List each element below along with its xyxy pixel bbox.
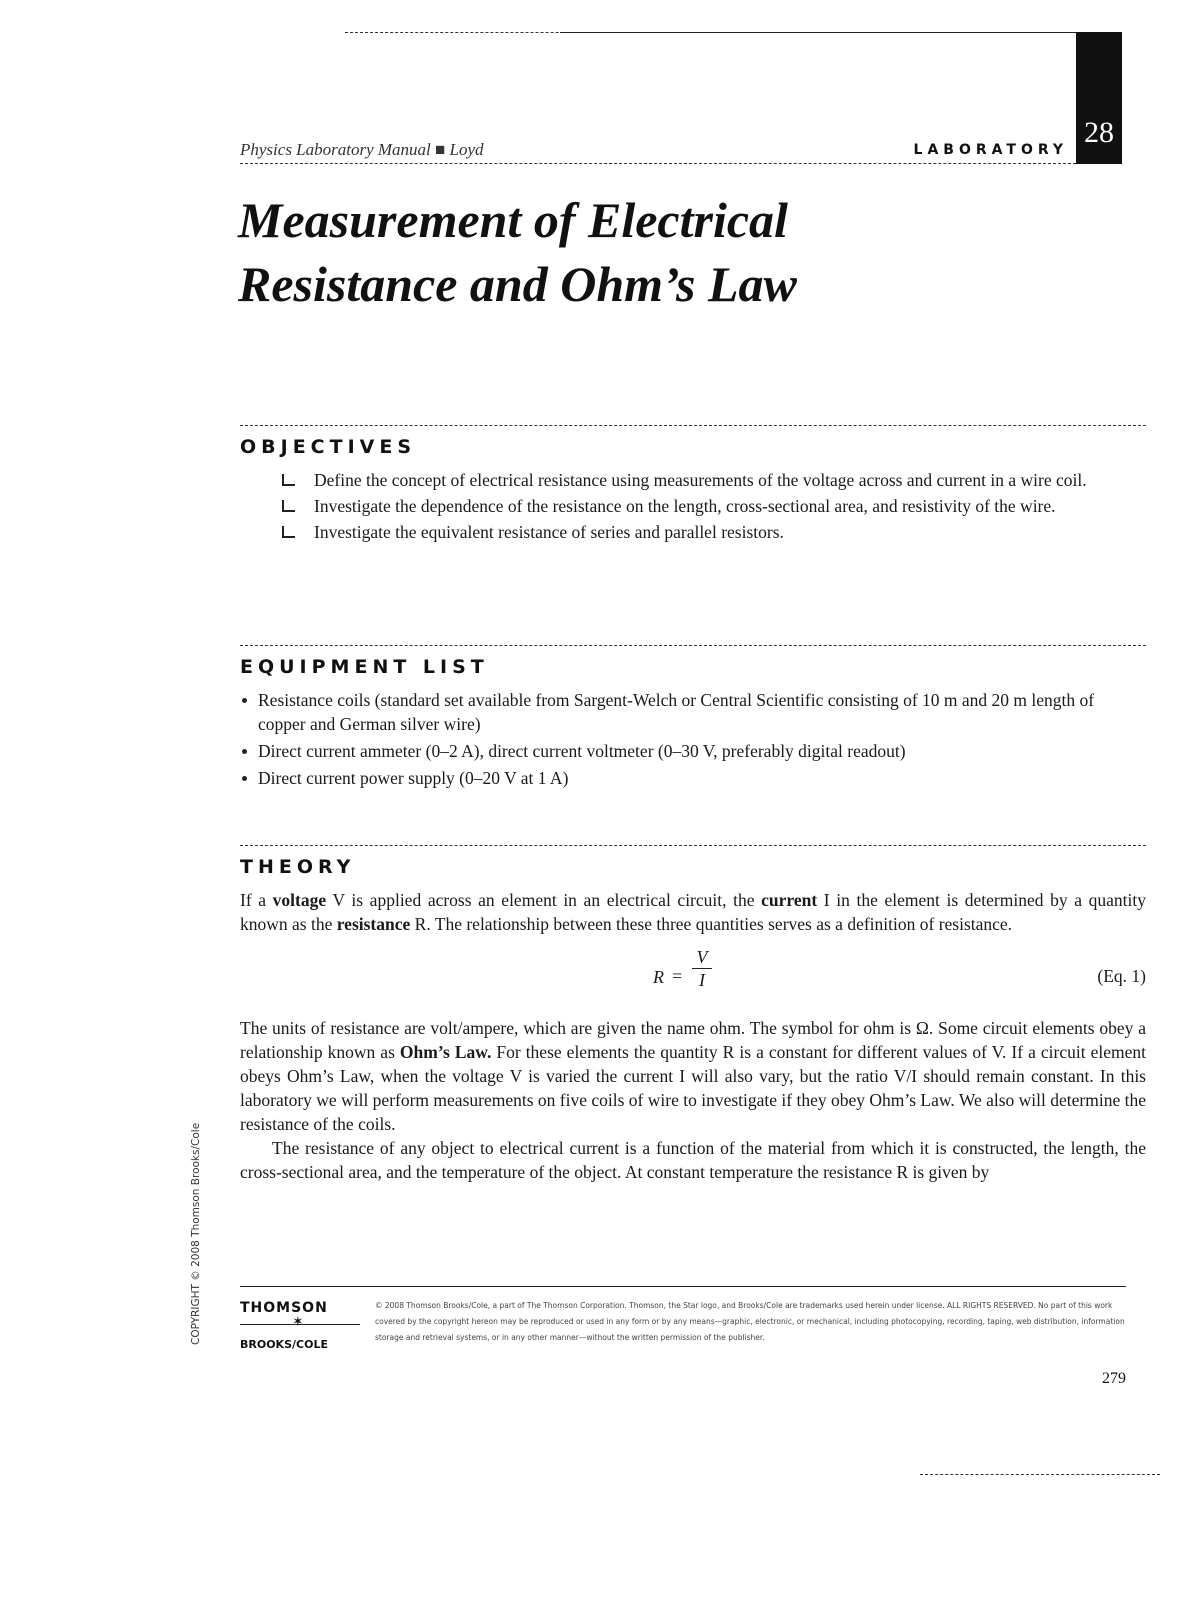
logo-thomson: THOMSON (240, 1300, 328, 1316)
objectives-heading: OBJECTIVES (240, 436, 417, 458)
footer-fine-print: © 2008 Thomson Brooks/Cole, a part of The Thomson Corporation. Thomson, the Star logo, and Brooks/Cole are trademarks used herein under license. ALL RIGHTS RESERVED. No part of this work covered by the copyright hereon may be reproduced or used in any form or by any means—graphic, electronic, or mechanical, including photocopying, recording, taping, web distribution, information storage and retrieval systems, or in any other manner—without the written permission of the publisher. (375, 1301, 1125, 1342)
equipment-list (240, 688, 1146, 790)
vertical-copyright: COPYRIGHT © 2008 Thomson Brooks/Cole (190, 1122, 202, 1345)
theory-paragraph-1: If a voltage V is applied across an element in an electrical circuit, the current I in the element is determined by a quantity known as the resistance R. The relationship between these three quantities serves as a definition of resistance. (240, 890, 1146, 934)
section-divider (240, 425, 1146, 426)
equation-numerator: V (692, 946, 712, 969)
objectives-list (282, 468, 1146, 544)
equipment-heading: EQUIPMENT LIST (240, 656, 489, 678)
lab-number: 28 (1084, 116, 1114, 149)
laboratory-tab (1076, 32, 1122, 164)
logo-brooks-cole: BROOKS/COLE (240, 1338, 328, 1351)
theory-paragraph-3: The resistance of any object to electrical current is a function of the material from which it is constructed, the length, the cross-sectional area, and the temperature of the object. At constant temperature the resistance R is given by (240, 1138, 1146, 1182)
checkbox-icon (282, 474, 295, 486)
list-item: Investigate the equivalent resistance of series and parallel resistors. (282, 520, 1146, 544)
list-item: Resistance coils (standard set available from Sargent-Welch or Central Scientific consisting of 10 m and 20 m length of copper and German silver wire) (240, 688, 1146, 736)
equation-equals: = (672, 966, 683, 986)
equation-label: (Eq. 1) (1097, 966, 1146, 986)
equation-1 (240, 946, 1146, 1008)
list-item: Investigate the dependence of the resistance on the length, cross-sectional area, and resistivity of the wire. (282, 494, 1146, 518)
section-divider (240, 645, 1146, 646)
equipment-section (240, 645, 1146, 793)
logo-rule (240, 1315, 360, 1336)
objectives-section (240, 425, 1146, 546)
checkbox-icon (282, 526, 295, 538)
running-head (240, 138, 1076, 164)
checkbox-icon (282, 500, 295, 512)
title-line-2: Resistance and Ohm’s Law (238, 256, 797, 312)
star-icon: ✶ (292, 1315, 304, 1330)
footer-rule (240, 1286, 1126, 1287)
bottom-dashed-rule (920, 1474, 1160, 1475)
section-divider (240, 845, 1146, 846)
bullet-icon (242, 776, 247, 781)
list-item: Direct current power supply (0–20 V at 1 A) (240, 766, 1146, 790)
theory-section (240, 845, 1146, 1184)
equation-lhs: R (653, 967, 664, 987)
list-item: Define the concept of electrical resistance using measurements of the voltage across and current in a wire coil. (282, 468, 1146, 492)
bullet-icon (242, 698, 247, 703)
equation-fraction (692, 946, 712, 991)
page-number: 279 (1102, 1370, 1126, 1387)
title-line-1: Measurement of Electrical (238, 192, 788, 248)
list-item: Direct current ammeter (0–2 A), direct current voltmeter (0–30 V, preferably digital readout) (240, 739, 1146, 763)
bullet-icon (242, 749, 247, 754)
equation-denominator: I (699, 970, 705, 990)
theory-paragraph-2: The units of resistance are volt/ampere, which are given the name ohm. The symbol for ohm is Ω. Some circuit elements obey a relationship known as Ohm’s Law. For these elements the quantity R is a constant for different values of V. If a circuit element obeys Ohm’s Law, when the voltage V is varied the current I will also vary, but the ratio V/I should remain constant. In this laboratory we will perform measurements on five coils of wire to investigate if they obey Ohm’s Law. We also will determine the resistance of the coils. (240, 1018, 1146, 1134)
top-solid-rule (560, 32, 1080, 33)
theory-heading: THEORY (240, 856, 356, 878)
manual-title: Physics Laboratory Manual ■ Loyd (240, 140, 484, 159)
page-title (238, 188, 1058, 316)
publisher-logo (240, 1300, 360, 1351)
laboratory-label: LABORATORY (913, 142, 1068, 158)
